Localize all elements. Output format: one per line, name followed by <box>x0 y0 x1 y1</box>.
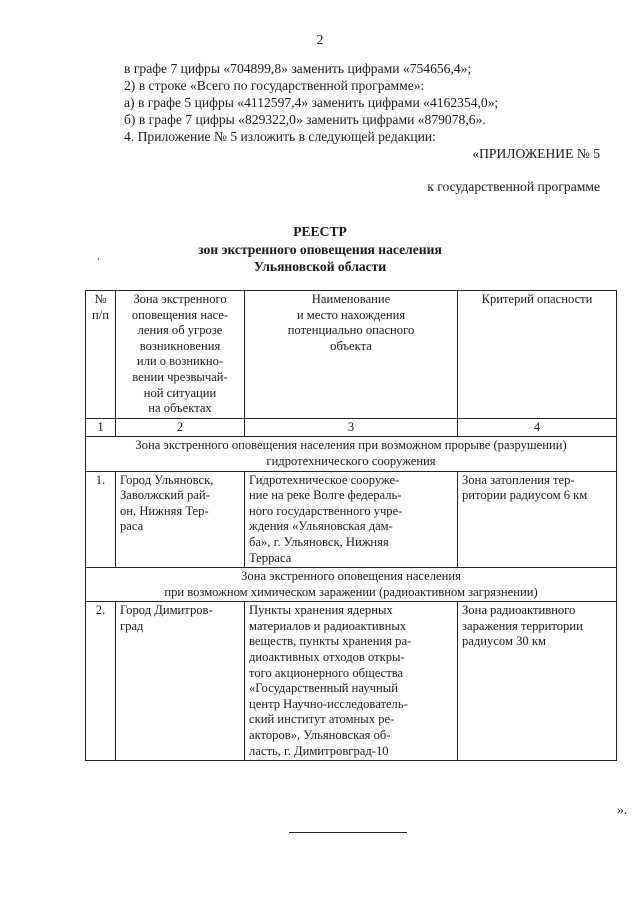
row-zone: Город Ульяновск, Заволжский рай- он, Нижняя Тер- раса <box>116 471 245 568</box>
registry-subtitle-1: зон экстренного оповещения населения <box>198 242 442 257</box>
column-number: 4 <box>458 418 617 437</box>
table-row <box>86 471 617 568</box>
zone-heading-text: Зона экстренного оповещения населения при возможном химическом заражении (радиоактивном загрязнении) <box>86 568 617 602</box>
column-numbers-row <box>86 418 617 437</box>
page-number: 2 <box>316 33 324 48</box>
text-line-4: б) в графе 7 цифры «829322,0» заменить цифрами «879078,6». <box>124 112 486 127</box>
text-line-3: а) в графе 5 цифры «4112597,4» заменить цифрами «4162354,0»; <box>124 95 499 110</box>
column-number: 1 <box>86 418 116 437</box>
row-number: 2. <box>86 602 116 761</box>
text-line-2: 2) в строке «Всего по государственной программе»: <box>124 78 425 93</box>
header-object: Наименование и место нахождения потенциально опасного объекта <box>245 291 458 419</box>
row-zone: Город Димитров- град <box>116 602 245 761</box>
text-line-5: 4. Приложение № 5 изложить в следующей редакции: <box>124 129 436 144</box>
stray-mark: , <box>97 251 100 262</box>
footer-rule <box>289 832 407 833</box>
header-zone: Зона экстренного оповещения насе- ления об угрозе возникновения или о возникно- вении чрезвычай- ной ситуации на объектах <box>116 291 245 419</box>
zone-heading-2 <box>86 568 617 602</box>
zone-heading-text: Зона экстренного оповещения населения при возможном прорыве (разрушении) гидротехнического сооружения <box>86 437 617 471</box>
table-row <box>86 602 617 761</box>
registry-title: РЕЕСТР <box>293 224 347 239</box>
appendix-subtitle: к государственной программе <box>427 179 600 194</box>
zone-heading-1 <box>86 437 617 471</box>
row-criterion: Зона радиоактивного заражения территории радиусом 30 км <box>458 602 617 761</box>
row-criterion: Зона затопления тер- ритории радиусом 6 км <box>458 471 617 568</box>
header-number: № п/п <box>86 291 116 419</box>
header-criterion: Критерий опасности <box>458 291 617 419</box>
column-number: 3 <box>245 418 458 437</box>
row-number: 1. <box>86 471 116 568</box>
registry-subtitle-2: Ульяновской области <box>253 259 387 274</box>
closing-quote-mark: ». <box>617 802 628 817</box>
table-header-row <box>86 291 617 419</box>
row-object: Гидротехническое сооруже- ние на реке Волге федераль- ного государственного учре- ждения «Ульяновская дам- ба», г. Ульяновск, Нижняя Терраса <box>245 471 458 568</box>
column-number: 2 <box>116 418 245 437</box>
row-object: Пункты хранения ядерных материалов и радиоактивных веществ, пункты хранения ра- диоактивных отходов откры- того акционерного общества «Государственный научный центр Научно-исследователь- ский институт атомных ре- акторов», Ульяновская об- ласть, г. Димитровград-10 <box>245 602 458 761</box>
registry-table <box>85 290 617 761</box>
appendix-title: «ПРИЛОЖЕНИЕ № 5 <box>472 146 600 161</box>
text-line-1: в графе 7 цифры «704899,8» заменить цифрами «754656,4»; <box>124 61 472 76</box>
